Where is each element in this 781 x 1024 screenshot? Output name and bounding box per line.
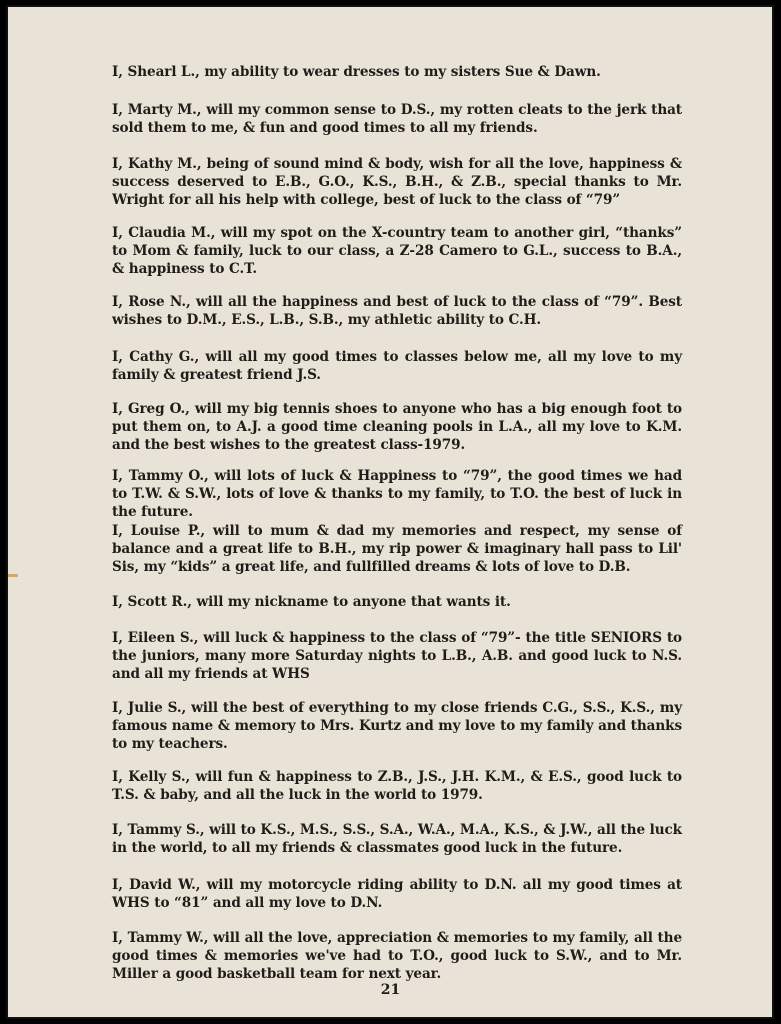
will-entry: I, Rose N., will all the happiness and best of luck to the class of “79”. Best wishes to D.M., E.S., L.B., S.B., my athletic ability to C.H. xyxy=(112,294,682,328)
will-entry: I, Cathy G., will all my good times to classes below me, all my love to my family & greatest friend J.S. xyxy=(112,349,682,383)
will-entry: I, Tammy W., will all the love, appreciation & memories to my family, all the good times & memories we've had to T.O., good luck to S.W., and to Mr. Miller a good basketball team for next year. xyxy=(112,930,682,982)
will-entry: I, Kathy M., being of sound mind & body, wish for all the love, happiness & success deserved to E.B., G.O., K.S., B.H., & Z.B., special thanks to Mr. Wright for all his help with college, best of luck to the class of “79” xyxy=(112,156,682,208)
will-entry: I, Greg O., will my big tennis shoes to anyone who has a big enough foot to put them on, to A.J. a good time cleaning pools in L.A., all my love to K.M. and the best wishes to the greatest class-1979. xyxy=(112,401,682,453)
page-number: 21 xyxy=(380,982,401,998)
will-entry: I, David W., will my motorcycle riding ability to D.N. all my good times at WHS to “81” and all my love to D.N. xyxy=(112,877,682,911)
will-entry: I, Claudia M., will my spot on the X-country team to another girl, “thanks” to Mom & family, luck to our class, a Z-28 Camero to G.L., success to B.A., & happiness to C.T. xyxy=(112,225,682,277)
will-entry: I, Tammy S., will to K.S., M.S., S.S., S.A., W.A., M.A., K.S., & J.W., all the luck in the world, to all my friends & classmates good luck in the future. xyxy=(112,822,682,856)
will-entry: I, Shearl L., my ability to wear dresses to my sisters Sue & Dawn. xyxy=(112,64,601,80)
stray-mark xyxy=(8,574,18,577)
will-entry: I, Eileen S., will luck & happiness to the class of “79”- the title SENIORS to the juniors, many more Saturday nights to L.B., A.B. and good luck to N.S. and all my friends at WHS xyxy=(112,630,682,682)
will-entry: I, Kelly S., will fun & happiness to Z.B., J.S., J.H. K.M., & E.S., good luck to T.S. & baby, and all the luck in the world to 1979. xyxy=(112,769,682,803)
will-entry: I, Tammy O., will lots of luck & Happiness to “79”, the good times we had to T.W. & S.W., lots of love & thanks to my family, to T.O. the best of luck in the future. xyxy=(112,468,682,520)
will-entry: I, Louise P., will to mum & dad my memories and respect, my sense of balance and a great life to B.H., my rip power & imaginary hall pass to Lil' Sis, my “kids” a great life, and fullfilled dreams & lots of love to D.B. xyxy=(112,523,682,575)
will-entry: I, Scott R., will my nickname to anyone that wants it. xyxy=(112,594,511,610)
will-entry: I, Julie S., will the best of everything to my close friends C.G., S.S., K.S., my famous name & memory to Mrs. Kurtz and my love to my family and thanks to my teachers. xyxy=(112,700,682,752)
will-entry: I, Marty M., will my common sense to D.S., my rotten cleats to the jerk that sold them to me, & fun and good times to all my friends. xyxy=(112,102,682,136)
